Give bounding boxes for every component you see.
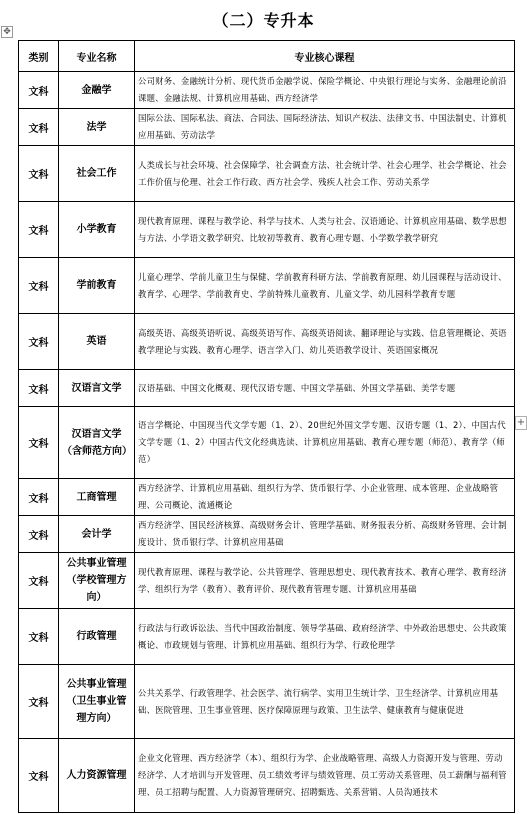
row-category: 文科 (19, 665, 59, 739)
table-row (19, 479, 515, 516)
table-body (19, 72, 515, 813)
row-major: 人力资源管理 (59, 739, 135, 813)
page-title: （二）专升本 (212, 11, 315, 30)
row-major: 工商管理 (59, 479, 135, 516)
table-row (19, 370, 515, 407)
row-courses: 高级英语、高级英语听说、高级英语写作、高级英语阅读、翻译理论与实践、信息管理概论、英语教学理论与实践、教育心理学、语言学入门、幼儿英语教学设计、英语国家概况 (135, 314, 515, 370)
header-courses: 专业核心课程 (135, 41, 515, 72)
table-row (19, 553, 515, 609)
row-courses: 儿童心理学、学前儿童卫生与保健、学前教育科研方法、学前教育原理、幼儿园课程与活动设计、教育学、心理学、学前教育史、学前特殊儿童教育、儿童文学、幼儿园科学教育专题 (135, 258, 515, 314)
table-row (19, 72, 515, 109)
table-row (19, 314, 515, 370)
row-major: 会计学 (59, 516, 135, 553)
row-category: 文科 (19, 314, 59, 370)
row-courses: 公司财务、金融统计分析、现代货币金融学说、保险学概论、中央银行理论与实务、金融理论前沿课题、金融法规、计算机应用基础、西方经济学 (135, 72, 515, 109)
row-courses: 现代教育原理、课程与教学论、公共管理学、管理思想史、现代教育技术、教育心理学、教育经济学、组织行为学（教育）、教育评价、现代教育管理专题、计算机应用基础 (135, 553, 515, 609)
row-major: 社会工作 (59, 146, 135, 202)
row-courses: 企业文化管理、西方经济学（本）、组织行为学、企业战略管理、高级人力资源开发与管理、劳动经济学、人才培训与开发管理、员工绩效考评与绩效管理、员工劳动关系管理、员工薪酬与福利管理、员工招聘与配置、人力资源管理研究、招聘甄选、关系营销、人员沟通技术 (135, 739, 515, 813)
row-courses: 西方经济学、国民经济核算、高级财务会计、管理学基础、财务报表分析、高级财务管理、会计制度设计、货币银行学、计算机应用基础 (135, 516, 515, 553)
row-major: 学前教育 (59, 258, 135, 314)
table-row (19, 516, 515, 553)
table-header-row (19, 41, 515, 72)
row-courses: 国际公法、国际私法、商法、合同法、国际经济法、知识产权法、法律文书、中国法制史、计算机应用基础、劳动法学 (135, 109, 515, 146)
row-courses: 语言学概论、中国现当代文学专题（1、2）、20世纪外国文学专题、汉语专题（1、2）、中国古代文学专题（1、2）中国古代文化经典选读、计算机应用基础、教育心理专题（师范）、教育学（师范） (135, 407, 515, 479)
table-row (19, 609, 515, 665)
row-category: 文科 (19, 516, 59, 553)
table-move-handle-icon[interactable]: ✥ (1, 26, 13, 38)
course-table (18, 40, 515, 813)
row-category: 文科 (19, 202, 59, 258)
row-courses: 现代教育原理、课程与教学论、科学与技术、人类与社会、汉语通论、计算机应用基础、数学思想与方法、小学语文教学研究、比较初等教育、教育心理专题、小学数学教学研究 (135, 202, 515, 258)
row-courses: 西方经济学、计算机应用基础、组织行为学、货币银行学、小企业管理、成本管理、企业战略管理、公司概论、流通概论 (135, 479, 515, 516)
row-category: 文科 (19, 72, 59, 109)
row-courses: 公共关系学、行政管理学、社会医学、流行病学、实用卫生统计学、卫生经济学、计算机应用基础、医院管理、卫生事业管理、医疗保障原理与政策、卫生法学、健康教育与健康促进 (135, 665, 515, 739)
table-row (19, 665, 515, 739)
row-category: 文科 (19, 553, 59, 609)
table-row (19, 407, 515, 479)
row-category: 文科 (19, 109, 59, 146)
row-major: 行政管理 (59, 609, 135, 665)
row-category: 文科 (19, 479, 59, 516)
row-major: 金融学 (59, 72, 135, 109)
row-major: 公共事业管理（卫生事业管理方向） (59, 665, 135, 739)
header-category: 类别 (19, 41, 59, 72)
table-row (19, 258, 515, 314)
row-courses: 汉语基础、中国文化概观、现代汉语专题、中国文学基础、外国文学基础、美学专题 (135, 370, 515, 407)
row-category: 文科 (19, 739, 59, 813)
row-major: 法学 (59, 109, 135, 146)
table-row (19, 202, 515, 258)
row-category: 文科 (19, 407, 59, 479)
row-category: 文科 (19, 146, 59, 202)
row-category: 文科 (19, 370, 59, 407)
table-row (19, 109, 515, 146)
row-major: 汉语言文学（含师范方向） (59, 407, 135, 479)
table-row (19, 146, 515, 202)
add-column-plus-icon[interactable]: + (516, 417, 526, 428)
row-category: 文科 (19, 609, 59, 665)
row-major: 公共事业管理（学校管理方向） (59, 553, 135, 609)
row-major: 小学教育 (59, 202, 135, 258)
row-courses: 行政法与行政诉讼法、当代中国政治制度、领导学基础、政府经济学、中外政治思想史、公共政策概论、市政规划与管理、计算机应用基础、组织行为学、行政伦理学 (135, 609, 515, 665)
row-courses: 人类成长与社会环境、社会保障学、社会调查方法、社会统计学、社会心理学、社会学概论、社会工作价值与伦理、社会工作行政、西方社会学、残疾人社会工作、劳动关系学 (135, 146, 515, 202)
table-row (19, 739, 515, 813)
row-major: 汉语言文学 (59, 370, 135, 407)
row-major: 英语 (59, 314, 135, 370)
row-category: 文科 (19, 258, 59, 314)
header-major: 专业名称 (59, 41, 135, 72)
